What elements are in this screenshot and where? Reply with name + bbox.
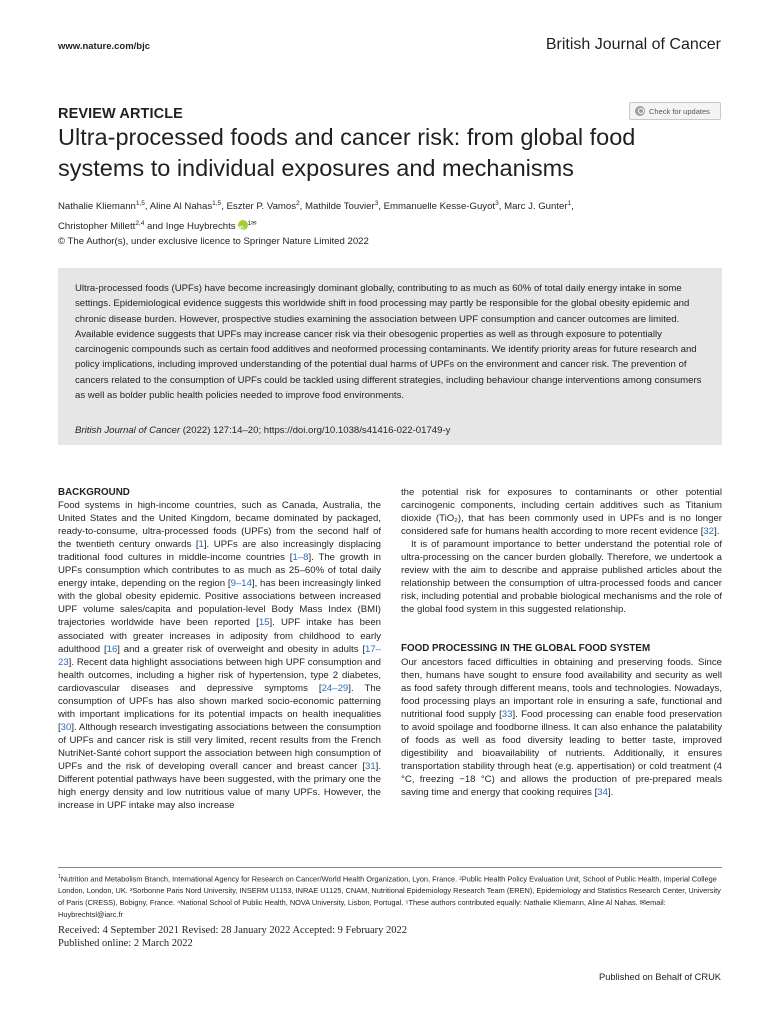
paragraph-text: ]. UPFs are also increasingly displacing traditional food cultures in middle-income countries [ xyxy=(58,539,381,564)
paragraph-text: ]. Recent data highlight associations between high UPF consumption and health outcomes, including a higher risk of hypertension, type 2 diabetes, cardiovascular diseases and depressive symptoms [ xyxy=(58,656,381,694)
author-separator: , xyxy=(571,201,574,213)
abstract-text: Ultra-processed foods (UPFs) have become increasingly dominant globally, contributing to as much as 60% of total daily energy intake in some settings. Epidemiological evidence suggests this worldwide shift in food processing may partly be responsible for the global obesity epidemic and chronic disease burden. However, prospective studies examining the association between UPF consumption and cancer outcomes are limited. Available evidence suggests that UPFs may increase cancer risk via their obesogenic properties as well as through exposure to potentially carcinogenic compounds such as certain food additives and neoformed processing contaminants. We identify priority areas for future research and policy implications, including improved understanding of the potential dual harms of UPFs on the environment and cancer risk. The prevention of cancers related to the consumption of UPFs could be tackled using different strategies, including behaviour change interventions among consumers as well as bolder public health policies needed to improve food environments. xyxy=(75,283,702,402)
paragraph-text: ]. xyxy=(607,786,614,798)
article-title xyxy=(58,122,718,184)
check-updates-button[interactable] xyxy=(629,102,721,120)
author-name[interactable]: Nathalie Kliemann xyxy=(58,201,136,213)
affiliations-text: Nutrition and Metabolism Branch, International Agency for Research on Cancer/World Health Organization, Lyon, France. ²Public Health Policy Evaluation Unit, School of Public Health, Imperial College London, London, UK. ³Sorbonne Paris Nord University, INSERM U1153, INRAE U1125, CNAM, Nutritional Epidemiology Research Team (EREN), Epidemiology and Statistics Research Center, University of Paris (CRESS), Bobigny, France. ⁴National School of Public Health, NOVA University, Lisbon, Portugal. ⁵These authors contributed equally: Nathalie Kliemann, Aline Al Nahas. ✉email: Huybrechtsl@iarc.fr xyxy=(58,874,721,919)
author-separator: , xyxy=(378,201,384,213)
reference-link[interactable]: 32 xyxy=(703,526,715,538)
author-separator: , xyxy=(299,201,305,213)
author-name[interactable]: Eszter P. Vamos xyxy=(226,201,297,213)
crossmark-icon xyxy=(635,106,645,116)
author-name[interactable]: Aline Al Nahas xyxy=(149,201,213,213)
publication-dates xyxy=(58,925,407,950)
background-paragraph-cont xyxy=(401,486,722,538)
footnote-divider xyxy=(58,867,722,868)
right-column xyxy=(401,486,722,799)
author-affiliation: 1✉ xyxy=(247,220,257,228)
paragraph-text: ]. The consumption of UPFs has also shown marked socio-economic patterning with important implications for its potential impacts on health inequalities [ xyxy=(58,682,381,733)
author-name[interactable]: Marc J. Gunter xyxy=(504,201,568,213)
author-affiliation: 1,5 xyxy=(135,200,145,207)
reference-link[interactable]: 1–8 xyxy=(292,552,309,564)
reference-link[interactable]: 15 xyxy=(258,617,270,629)
author-name[interactable]: Inge Huybrechts xyxy=(165,221,236,233)
author-affiliation: 1 xyxy=(567,200,572,207)
author-list xyxy=(58,195,718,235)
author-affiliation: 2,4 xyxy=(135,220,145,228)
paragraph-text: Food systems in high-income countries, such as Canada, Australia, the United States and the United Kingdom, became dominated by packaged, ready-to-consume, ultra-processed foods (UPFs) from the second half of the twentieth century onwards [ xyxy=(58,500,381,551)
paragraph-text: Our ancestors faced difficulties in obtaining and preserving foods. Since then, humans have sought to ensure food availability and security as well as food safety through different means, tools and technologies. Nowadays, food processing plays an important role in ensuring a safe, functional and nutritional food supply [ xyxy=(401,656,722,720)
title-line-2: systems to individual exposures and mechanisms xyxy=(58,155,574,181)
orcid-icon[interactable] xyxy=(238,220,248,230)
paragraph-text: ]. UPF intake has been associated with greater increases in adiposity from childhood to early adulthood [ xyxy=(58,617,381,655)
check-updates-label: Check for updates xyxy=(649,106,710,116)
author-separator: , xyxy=(144,201,150,213)
license-statement: © The Author(s), under exclusive licence to Springer Nature Limited 2022 xyxy=(58,236,369,247)
background-heading: BACKGROUND xyxy=(58,487,130,498)
reference-link[interactable]: 9–14 xyxy=(230,578,252,590)
reference-link[interactable]: 1 xyxy=(198,539,204,551)
author-affiliation: 1,5 xyxy=(212,200,222,207)
published-online: Published online: 2 March 2022 xyxy=(58,937,193,949)
author-name[interactable]: Emmanuelle Kesse-Guyot xyxy=(383,201,496,213)
author-affiliation: 3 xyxy=(495,200,499,207)
food-processing-paragraph xyxy=(401,656,722,800)
background-paragraph xyxy=(58,499,381,812)
author-affiliation: 2 xyxy=(296,200,300,207)
author-name[interactable]: Mathilde Touvier xyxy=(305,201,375,213)
author-separator: and xyxy=(144,221,166,233)
reference-link[interactable]: 33 xyxy=(501,708,513,720)
reference-link[interactable]: 17–23 xyxy=(58,643,381,668)
publisher-note: Published on Behalf of CRUK xyxy=(599,972,721,982)
paragraph-text: ] and a greater risk of overweight and obesity in adults [ xyxy=(117,643,365,655)
paragraph-text: ]. xyxy=(714,526,720,538)
journal-url[interactable]: www.nature.com/bjc xyxy=(58,41,151,52)
affiliations-footnote xyxy=(58,872,722,921)
reference-link[interactable]: 24–29 xyxy=(321,682,349,694)
reference-link[interactable]: 31 xyxy=(364,760,376,772)
paragraph-text: ]. Food processing can enable food preservation to avoid spoilage and foodborne illness. It can also enhance the palatability of foods as well as food diversity leading to better taste, improved digestibility and bioavailability of nutrients. Additionally, it ensures transportation stability through heat (e.g. appertisation) or cold treatment (4 °C, freezing −18 °C) and allows the production of pre-prepared meals saving time and energy that cooking requires [ xyxy=(401,708,722,798)
citation-journal: British Journal of Cancer xyxy=(75,425,181,436)
citation xyxy=(75,425,450,436)
reference-link[interactable]: 16 xyxy=(106,643,118,655)
food-processing-heading: FOOD PROCESSING IN THE GLOBAL FOOD SYSTEM xyxy=(401,643,651,655)
paragraph-text: ]. Different potential pathways have been suggested, with the primary one the high energy density and low nutritious value of many UPFs. However, the increase in UPF intake may also increase xyxy=(58,760,381,812)
received-dates: Received: 4 September 2021 Revised: 28 January 2022 Accepted: 9 February 2022 xyxy=(58,925,408,936)
title-line-1: Ultra-processed foods and cancer risk: from global food xyxy=(58,124,636,150)
journal-name: British Journal of Cancer xyxy=(545,36,721,53)
reference-link[interactable]: 30 xyxy=(60,721,72,733)
paragraph-text: ]. The growth in UPFs consumption which contributes to as much as 25–60% of total daily energy intake, depending on the region [ xyxy=(58,552,381,590)
footnote-marker: 1 xyxy=(58,874,61,880)
citation-details[interactable]: (2022) 127:14–20; https://doi.org/10.1038/s41416-022-01749-y xyxy=(180,425,451,436)
left-column xyxy=(58,486,381,812)
aim-paragraph: It is of paramount importance to better understand the potential role of ultra-processing on the cancer burden globally. Therefore, we undertook a review with the aim to describe and appraise published articles about the relationship between the consumption of ultra-processed foods and cancer risk, including potential and probable biological mechanisms and the role of the global food system in this suggested relationship. xyxy=(401,539,722,616)
paragraph-text: the potential risk for exposures to contaminants or other potential carcinogenic components, including certain additives such as Titanium dioxide (TiO₂), that has been commonly used in UPFs and is no longer considered safe for humans health according to more recent evidence [ xyxy=(401,487,722,538)
article-type: REVIEW ARTICLE xyxy=(58,106,183,122)
paragraph-text: ], has been increasingly linked with the global obesity epidemic. Positive associations between increased UPF volume sales/capita and population-level Body Mass Index (BMI) trajectories worldwide have been reported [ xyxy=(58,578,381,629)
author-affiliation: 3 xyxy=(374,200,379,207)
author-separator: , xyxy=(221,201,227,213)
author-separator: , xyxy=(498,201,505,213)
author-name[interactable]: Christopher Millett xyxy=(58,221,136,233)
paragraph-text: ]. Although research investigating associations between the consumption of UPFs and cancer risk is still very limited, recent results from the French NutriNet-Santé cohort support the association between high consumption of UPFs and the risk of developing overall cancer and breast cancer [ xyxy=(58,721,381,772)
reference-link[interactable]: 34 xyxy=(597,786,608,798)
